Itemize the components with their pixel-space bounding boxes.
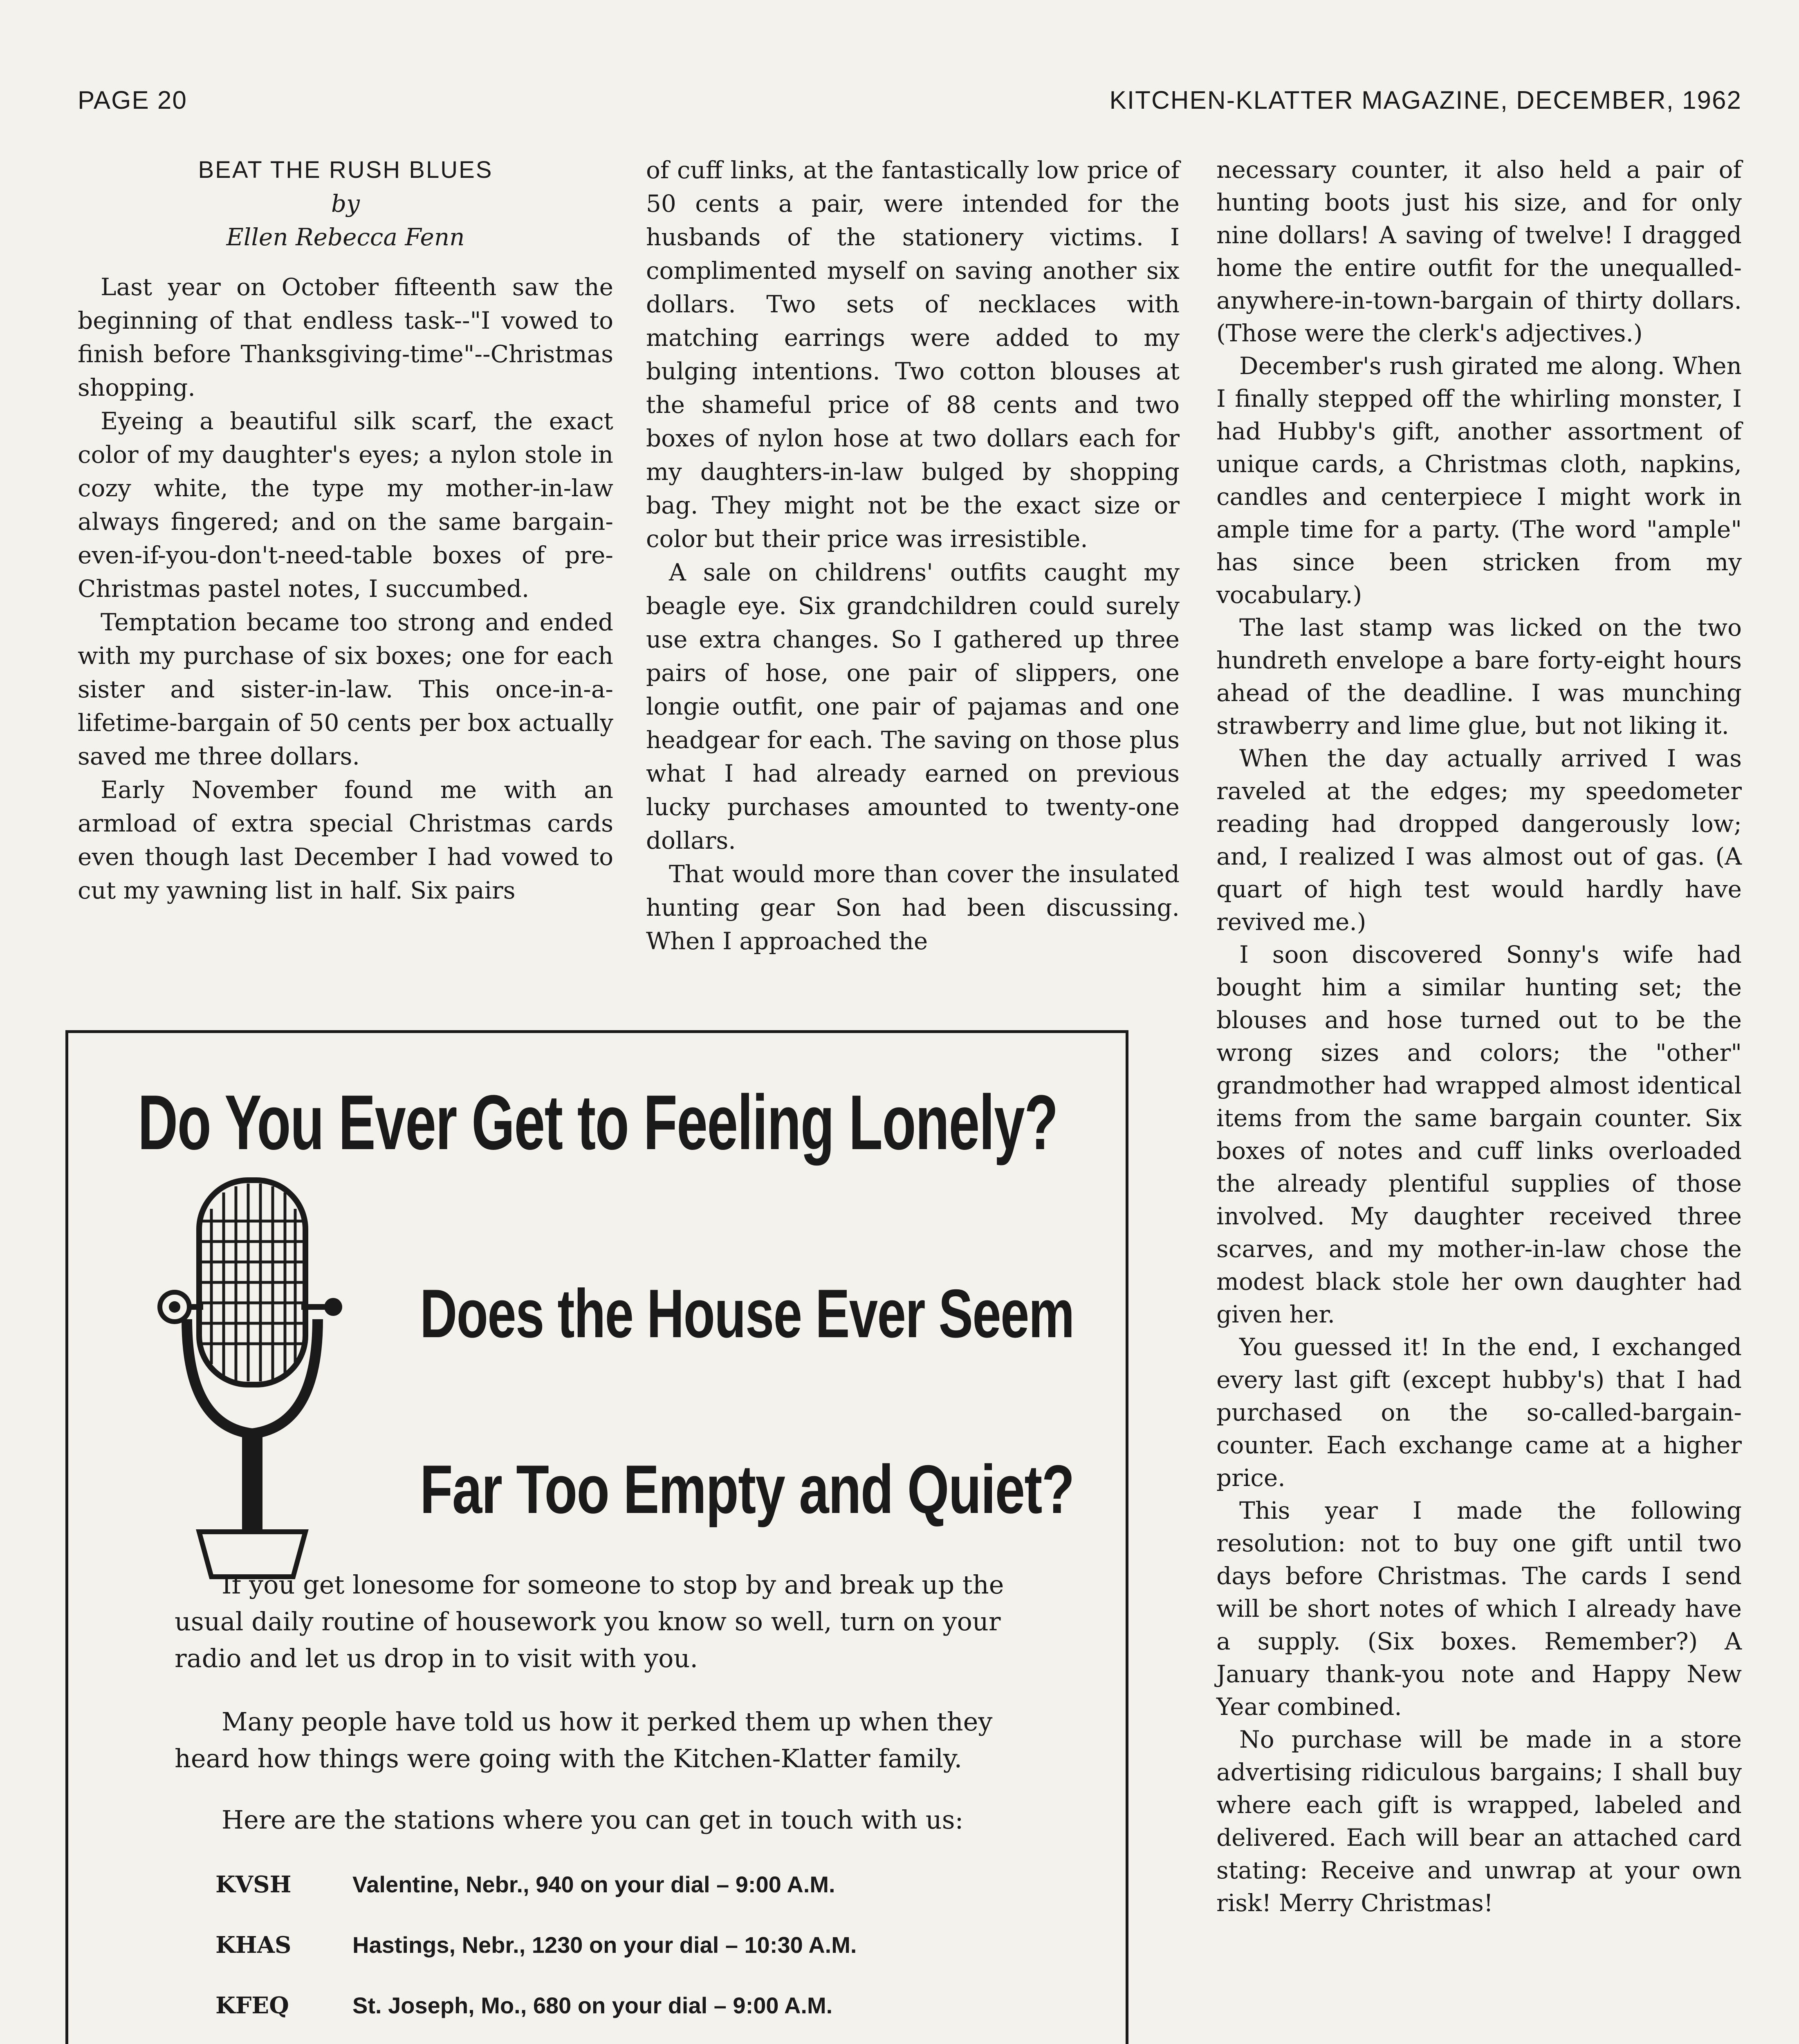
ad-headline-lonely: Do You Ever Get to Feeling Lonely? <box>138 1079 1058 1166</box>
ad-paragraph: Many people have told us how it perked them up when they heard how things were going with the Kitchen-Klatter family. <box>175 1707 993 1773</box>
station-row <box>215 1871 1074 1904</box>
byline-by: by <box>331 190 360 217</box>
ad-paragraph: If you get lonesome for someone to stop by and break up the usual daily routine of housework you know so well, turn on your radio and let us drop in to visit with you. <box>175 1570 1004 1673</box>
page-header <box>78 86 1742 123</box>
byline-author: Ellen Rebecca Fenn <box>226 223 465 251</box>
page-number: PAGE 20 <box>78 86 187 114</box>
article-column-1 <box>78 153 613 907</box>
paragraph: necessary counter, it also held a pair of hunting boots just his size, and for only nine dollars! A saving of twelve! I dragged home the entire outfit for the unequalled-anywhere-in-town-bargain of thirty dollars. (Those were the clerk's adjectives.) <box>1216 156 1742 347</box>
station-row <box>215 1932 1074 1964</box>
paragraph: No purchase will be made in a store advertising ridiculous bargains; I shall buy where each gift is wrapped, labeled and delivered. Each will bear an attached card stating: Receive and unwrap at your own risk! Merry Christmas! <box>1216 1726 1742 1917</box>
station-info: Valentine, Nebr., 940 on your dial – 9:00 A.M. <box>352 1871 835 1897</box>
station-row <box>215 1992 1074 2025</box>
article-column-2 <box>646 153 1180 958</box>
station-call-sign: KFEQ <box>215 1992 289 2019</box>
ad-headline-house: Does the House Ever Seem <box>420 1275 1074 1352</box>
paragraph: You guessed it! In the end, I exchanged every last gift (except hubby's) that I had purchased on the so-called-bargain-counter. Each exchange came at a higher price. <box>1216 1333 1742 1492</box>
paragraph: That would more than cover the insulated hunting gear Son had been discussing. When I approached the <box>646 860 1180 955</box>
ad-paragraph: Here are the stations where you can get in touch with us: <box>222 1805 964 1835</box>
paragraph: A sale on childrens' outfits caught my beagle eye. Six grandchildren could surely use extra changes. So I gathered up three pairs of hose, one pair of slippers, one longie outfit, one pair of pajamas and one headgear for each. The saving on those plus what I had already earned on previous lucky purchases amounted to twenty-one dollars. <box>646 558 1180 854</box>
paragraph: Eyeing a beautiful silk scarf, the exact color of my daughter's eyes; a nylon stole in cozy white, the type my mother-in-law always fingered; and on the same bargain-even-if-you-don't-need-table boxes of pre-Christmas pastel notes, I succumbed. <box>78 407 613 603</box>
paragraph: I soon discovered Sonny's wife had bought him a similar hunting set; the blouses and hose turned out to be the wrong sizes and colors; the "other" grandmother had wrapped almost identical items from the same bargain counter. Six boxes of notes and cuff links overloaded the already plentiful supplies of those involved. My daughter received three scarves, and my mother-in-law chose the modest black stole her own daughter had given her. <box>1216 941 1742 1328</box>
station-info: Hastings, Nebr., 1230 on your dial – 10:30 A.M. <box>352 1932 857 1958</box>
paragraph: of cuff links, at the fantastically low price of 50 cents a pair, were intended for the husbands of the stationery victims. I complimented myself on saving another six dollars. Two sets of necklaces with matching earrings were added to my bulging intentions. Two cotton blouses at the shameful price of 88 cents and two boxes of nylon hose at two dollars each for my daughters-in-law bulged by shopping bag. They might not be the exact size or color but their price was irresistible. <box>646 156 1180 553</box>
paragraph: Early November found me with an armload of extra special Christmas cards even though last December I had vowed to cut my yawning list in half. Six pairs <box>78 776 613 904</box>
article-title: BEAT THE RUSH BLUES <box>198 157 493 183</box>
paragraph: This year I made the following resolution: not to buy one gift until two days before Christmas. The cards I send will be short notes of which I already have a supply. (Six boxes. Remember?) A January thank-you note and Happy New Year combined. <box>1216 1497 1742 1721</box>
paragraph: When the day actually arrived I was raveled at the edges; my speedometer reading had dropped dangerously low; and, I realized I was almost out of gas. (A quart of high test would hardly have revived me.) <box>1216 744 1742 936</box>
ad-headline-empty: Far Too Empty and Quiet? <box>420 1451 1074 1528</box>
paragraph: Temptation became too strong and ended with my purchase of six boxes; one for each sister and sister-in-law. This once-in-a-lifetime-bargain of 50 cents per box actually saved me three dollars. <box>78 608 613 770</box>
station-info: St. Joseph, Mo., 680 on your dial – 9:00 A.M. <box>352 1992 833 2018</box>
radio-advertisement <box>65 1030 1128 2044</box>
paragraph: Last year on October fifteenth saw the beginning of that endless task--"I vowed to finish before Thanksgiving-time"--Christmas shopping. <box>78 273 613 401</box>
paragraph: December's rush girated me along. When I finally stepped off the whirling monster, I had Hubby's gift, another assortment of unique cards, a Christmas cloth, napkins, candles and centerpiece I might work in ample time for a party. (The word "ample" has since been stricken from my vocabulary.) <box>1216 352 1742 609</box>
station-call-sign: KHAS <box>215 1932 292 1959</box>
station-call-sign: KVSH <box>215 1871 292 1898</box>
microphone-icon <box>150 1172 387 1581</box>
masthead: KITCHEN-KLATTER MAGAZINE, DECEMBER, 1962 <box>1109 86 1742 114</box>
paragraph: The last stamp was licked on the two hundreth envelope a bare forty-eight hours ahead of the deadline. I was munching strawberry and lime glue, but not liking it. <box>1216 614 1742 740</box>
article-column-3 <box>1216 153 1742 1919</box>
